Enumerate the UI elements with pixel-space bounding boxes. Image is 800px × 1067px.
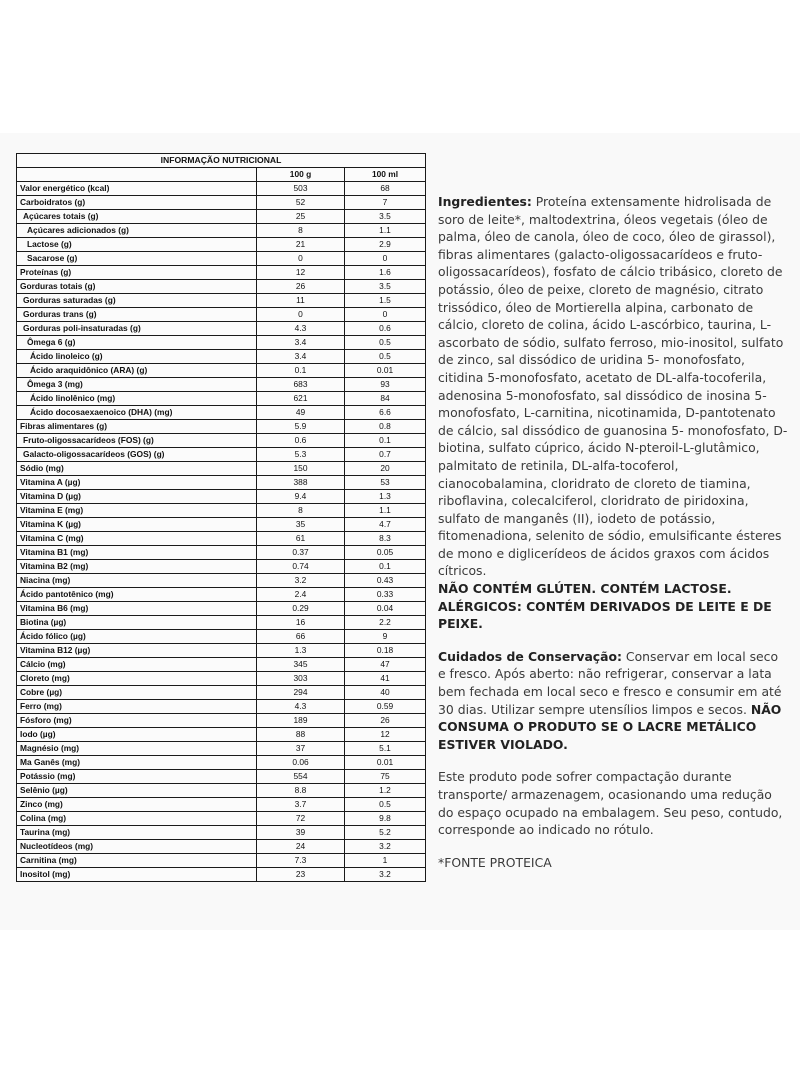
value-100g: 21 (257, 238, 345, 252)
nutrient-label: Ácido linoleico (g) (17, 350, 257, 364)
nutrition-row (17, 378, 426, 392)
nutrition-row (17, 210, 426, 224)
value-100ml: 1.1 (345, 224, 426, 238)
value-100g: 4.3 (257, 700, 345, 714)
nutrient-label: Ácido fólico (µg) (17, 630, 257, 644)
value-100g: 0.37 (257, 546, 345, 560)
nutrition-row (17, 420, 426, 434)
protein-source-footnote: *FONTE PROTEICA (438, 854, 552, 870)
nutrition-row (17, 476, 426, 490)
nutrition-row (17, 616, 426, 630)
nutrition-row (17, 448, 426, 462)
nutrient-label: Carnitina (mg) (17, 854, 257, 868)
nutrition-row (17, 364, 426, 378)
nutrition-row (17, 322, 426, 336)
value-100g: 61 (257, 532, 345, 546)
value-100g: 303 (257, 672, 345, 686)
nutrient-label: Vitamina B12 (µg) (17, 644, 257, 658)
nutrient-label: Vitamina B6 (mg) (17, 602, 257, 616)
value-100ml: 0.6 (345, 322, 426, 336)
value-100g: 37 (257, 742, 345, 756)
nutrition-row (17, 546, 426, 560)
nutrient-label: Selênio (µg) (17, 784, 257, 798)
value-100ml: 0.01 (345, 756, 426, 770)
value-100ml: 4.7 (345, 518, 426, 532)
value-100ml: 75 (345, 770, 426, 784)
value-100ml: 26 (345, 714, 426, 728)
value-100ml: 3.5 (345, 280, 426, 294)
value-100ml: 0 (345, 308, 426, 322)
value-100ml: 5.2 (345, 826, 426, 840)
value-100ml: 2.9 (345, 238, 426, 252)
ingredients-heading: Ingredientes: (438, 194, 532, 209)
value-100g: 554 (257, 770, 345, 784)
nutrient-label: Zinco (mg) (17, 798, 257, 812)
value-100g: 0.74 (257, 560, 345, 574)
value-100g: 25 (257, 210, 345, 224)
value-100ml: 40 (345, 686, 426, 700)
nutrient-label: Ácido docosaexaenoico (DHA) (mg) (17, 406, 257, 420)
nutrient-label: Ômega 3 (mg) (17, 378, 257, 392)
nutrient-label: Fruto-oligossacarídeos (FOS) (g) (17, 434, 257, 448)
nutrition-row (17, 308, 426, 322)
nutrition-row (17, 238, 426, 252)
nutrient-label: Gorduras poli-insaturadas (g) (17, 322, 257, 336)
storage-heading: Cuidados de Conservação: (438, 648, 622, 664)
nutrition-row (17, 658, 426, 672)
nutrient-label: Ácido araquidônico (ARA) (g) (17, 364, 257, 378)
nutrition-row (17, 756, 426, 770)
value-100g: 7.3 (257, 854, 345, 868)
value-100ml: 53 (345, 476, 426, 490)
value-100g: 0 (257, 308, 345, 322)
value-100g: 683 (257, 378, 345, 392)
nutrient-label: Gorduras totais (g) (17, 280, 257, 294)
compaction-note: Este produto pode sofrer compactação durante transporte/ armazenagem, ocasionando uma redução do espaço ocupado na embalagem. Seu peso, contudo, corresponde ao indicado no rótulo. (438, 769, 783, 838)
nutrition-row (17, 728, 426, 742)
value-100ml: 0.7 (345, 448, 426, 462)
value-100ml: 3.5 (345, 210, 426, 224)
value-100g: 11 (257, 294, 345, 308)
nutrient-label: Ômega 6 (g) (17, 336, 257, 350)
nutrition-row (17, 588, 426, 602)
value-100ml: 1.3 (345, 490, 426, 504)
ingredients-text: Proteína extensamente hidrolisada de soro de leite*, maltodextrina, óleos vegetais (óleo de palma, óleo de canola, óleo de coco, óleo de girassol), fibras alimentares (galacto-oligossacarídeos e fruto-oligossacarídeos), fosfato de cálcio tribásico, cloreto de potássio, óleo de peixe, cloreto de magnésio, citrato trissódico, óleo de Mortierella alpina, carbonato de cálcio, cloreto de colina, ácido L-ascórbico, taurina, L-ascorbato de sódio, sulfato ferroso, mio-inositol, sulfato de zinco, sal dissódico de uridina 5- monofosfato, citidina 5-monofosfato, acetato de DL-alfa-tocoferila, adenosina 5-monofosfato, sal dissódico de inosina 5-monofosfato, L-carnitina, nicotinamida, D-pantotenato de cálcio, sal dissódico de guanosina 5- monofosfato, D-biotina, sulfato cúprico, ácido N-pteroil-L-glutâmico, palmitato de retinila, DL-alfa-tocoferol, cianocobalamina, cloridrato de cloreto de tiamina, riboflavina, colecalciferol, cloridrato de piridoxina, sulfato de manganês (II), iodeto de potássio, fitomenadiona, selenito de sódio, emulsificante ésteres de mono e diglicerídeos de ácidos graxos com ácidos cítricos. (438, 194, 788, 579)
value-100ml: 3.2 (345, 868, 426, 882)
nutrition-row (17, 518, 426, 532)
value-100g: 621 (257, 392, 345, 406)
nutrient-label: Vitamina C (mg) (17, 532, 257, 546)
nutrition-row (17, 714, 426, 728)
nutrient-label: Iodo (µg) (17, 728, 257, 742)
nutrient-label: Potássio (mg) (17, 770, 257, 784)
value-100g: 2.4 (257, 588, 345, 602)
value-100g: 8 (257, 504, 345, 518)
nutrient-label: Gorduras trans (g) (17, 308, 257, 322)
value-100ml: 20 (345, 462, 426, 476)
nutrition-row (17, 686, 426, 700)
nutrient-label: Sacarose (g) (17, 252, 257, 266)
value-100g: 66 (257, 630, 345, 644)
nutrition-row (17, 868, 426, 882)
value-100g: 294 (257, 686, 345, 700)
value-100g: 189 (257, 714, 345, 728)
header-100g: 100 g (257, 168, 345, 182)
nutrition-row (17, 602, 426, 616)
value-100g: 0.1 (257, 364, 345, 378)
nutrition-row (17, 224, 426, 238)
header-100ml: 100 ml (345, 168, 426, 182)
nutrition-row (17, 700, 426, 714)
nutrient-label: Açúcares adicionados (g) (17, 224, 257, 238)
value-100g: 9.4 (257, 490, 345, 504)
value-100ml: 0.8 (345, 420, 426, 434)
nutrient-label: Vitamina D (µg) (17, 490, 257, 504)
nutrition-row (17, 574, 426, 588)
nutrition-row (17, 560, 426, 574)
nutrition-row (17, 784, 426, 798)
nutrition-rows (17, 182, 426, 882)
value-100ml: 9 (345, 630, 426, 644)
nutrient-label: Açúcares totais (g) (17, 210, 257, 224)
nutrition-row (17, 280, 426, 294)
nutrition-row (17, 350, 426, 364)
value-100ml: 47 (345, 658, 426, 672)
value-100ml: 3.2 (345, 840, 426, 854)
value-100g: 0 (257, 252, 345, 266)
value-100ml: 0.5 (345, 336, 426, 350)
nutrition-row (17, 644, 426, 658)
value-100g: 4.3 (257, 322, 345, 336)
value-100ml: 1.1 (345, 504, 426, 518)
nutrient-label: Vitamina B1 (mg) (17, 546, 257, 560)
value-100g: 0.6 (257, 434, 345, 448)
storage-text: Conservar em local seco e fresco. Após aberto: não refrigerar, conservar a lata bem fechada em local seco e fresco e consumir em até 30 dias. Utilizar sempre utensílios limpos e secos. (438, 648, 782, 717)
nutrient-label: Proteínas (g) (17, 266, 257, 280)
nutrition-row (17, 392, 426, 406)
nutrient-label: Valor energético (kcal) (17, 182, 257, 196)
value-100ml: 1 (345, 854, 426, 868)
nutrition-row (17, 504, 426, 518)
nutrient-label: Colina (mg) (17, 812, 257, 826)
value-100ml: 68 (345, 182, 426, 196)
nutrient-label: Inositol (mg) (17, 868, 257, 882)
value-100ml: 5.1 (345, 742, 426, 756)
nutrition-row (17, 630, 426, 644)
value-100ml: 1.2 (345, 784, 426, 798)
value-100ml: 8.3 (345, 532, 426, 546)
nutrient-label: Ácido pantotênico (mg) (17, 588, 257, 602)
nutrient-label: Magnésio (mg) (17, 742, 257, 756)
nutrition-table-title: INFORMAÇÃO NUTRICIONAL (17, 154, 426, 168)
nutrient-label: Vitamina B2 (mg) (17, 560, 257, 574)
nutrition-row (17, 672, 426, 686)
ingredients-column (438, 193, 788, 871)
value-100g: 23 (257, 868, 345, 882)
nutrition-row (17, 462, 426, 476)
value-100ml: 7 (345, 196, 426, 210)
value-100ml: 0 (345, 252, 426, 266)
nutrient-label: Cálcio (mg) (17, 658, 257, 672)
value-100g: 24 (257, 840, 345, 854)
nutrient-label: Fibras alimentares (g) (17, 420, 257, 434)
value-100ml: 0.33 (345, 588, 426, 602)
value-100g: 3.7 (257, 798, 345, 812)
value-100g: 0.06 (257, 756, 345, 770)
seal-warning: NÃO CONSUMA O PRODUTO SE O LACRE METÁLICO ESTIVER VIOLADO. (438, 701, 782, 752)
value-100ml: 0.01 (345, 364, 426, 378)
value-100g: 72 (257, 812, 345, 826)
nutrient-label: Cobre (µg) (17, 686, 257, 700)
nutrition-row (17, 434, 426, 448)
nutrition-table (16, 153, 426, 882)
value-100g: 3.2 (257, 574, 345, 588)
value-100g: 88 (257, 728, 345, 742)
nutrition-row (17, 182, 426, 196)
nutrient-label: Biotina (µg) (17, 616, 257, 630)
value-100ml: 0.04 (345, 602, 426, 616)
nutrition-row (17, 742, 426, 756)
storage-paragraph (438, 648, 788, 754)
nutrient-label: Ferro (mg) (17, 700, 257, 714)
value-100ml: 0.1 (345, 434, 426, 448)
value-100ml: 0.1 (345, 560, 426, 574)
value-100g: 35 (257, 518, 345, 532)
value-100ml: 2.2 (345, 616, 426, 630)
nutrition-row (17, 490, 426, 504)
value-100g: 39 (257, 826, 345, 840)
nutrient-label: Vitamina K (µg) (17, 518, 257, 532)
nutrient-label: Taurina (mg) (17, 826, 257, 840)
value-100g: 49 (257, 406, 345, 420)
nutrient-label: Fósforo (mg) (17, 714, 257, 728)
nutrient-label: Vitamina A (µg) (17, 476, 257, 490)
value-100g: 150 (257, 462, 345, 476)
value-100g: 12 (257, 266, 345, 280)
value-100g: 503 (257, 182, 345, 196)
nutrition-row (17, 266, 426, 280)
value-100ml: 1.6 (345, 266, 426, 280)
value-100g: 8 (257, 224, 345, 238)
value-100ml: 0.43 (345, 574, 426, 588)
nutrient-label: Ácido linolênico (mg) (17, 392, 257, 406)
nutrient-label: Niacina (mg) (17, 574, 257, 588)
value-100g: 8.8 (257, 784, 345, 798)
value-100ml: 0.5 (345, 798, 426, 812)
nutrition-row (17, 196, 426, 210)
value-100ml: 84 (345, 392, 426, 406)
value-100g: 26 (257, 280, 345, 294)
value-100ml: 1.5 (345, 294, 426, 308)
nutrition-row (17, 840, 426, 854)
nutrition-row (17, 826, 426, 840)
nutrition-row (17, 336, 426, 350)
nutrition-row (17, 798, 426, 812)
nutrition-row (17, 294, 426, 308)
value-100g: 0.29 (257, 602, 345, 616)
ingredients-paragraph (438, 193, 788, 580)
nutrition-row (17, 406, 426, 420)
nutrient-label: Ma Ganês (mg) (17, 756, 257, 770)
nutrition-row (17, 252, 426, 266)
value-100ml: 9.8 (345, 812, 426, 826)
value-100g: 16 (257, 616, 345, 630)
value-100g: 52 (257, 196, 345, 210)
value-100g: 1.3 (257, 644, 345, 658)
nutrient-label: Galacto-oligossacarídeos (GOS) (g) (17, 448, 257, 462)
value-100g: 388 (257, 476, 345, 490)
value-100ml: 93 (345, 378, 426, 392)
nutrition-row (17, 812, 426, 826)
allergen-warning: NÃO CONTÉM GLÚTEN. CONTÉM LACTOSE. ALÉRGICOS: CONTÉM DERIVADOS DE LEITE E DE PEIXE. (438, 581, 772, 632)
value-100ml: 6.6 (345, 406, 426, 420)
value-100ml: 0.18 (345, 644, 426, 658)
nutrient-label: Cloreto (mg) (17, 672, 257, 686)
nutrient-label: Vitamina E (mg) (17, 504, 257, 518)
nutrient-label: Nucleotídeos (mg) (17, 840, 257, 854)
value-100g: 5.9 (257, 420, 345, 434)
nutrition-row (17, 532, 426, 546)
value-100ml: 41 (345, 672, 426, 686)
value-100g: 5.3 (257, 448, 345, 462)
header-blank (17, 168, 257, 182)
nutrient-label: Sódio (mg) (17, 462, 257, 476)
value-100g: 3.4 (257, 336, 345, 350)
value-100g: 3.4 (257, 350, 345, 364)
value-100ml: 0.5 (345, 350, 426, 364)
value-100ml: 0.59 (345, 700, 426, 714)
value-100ml: 0.05 (345, 546, 426, 560)
nutrient-label: Lactose (g) (17, 238, 257, 252)
nutrition-row (17, 854, 426, 868)
nutrition-row (17, 770, 426, 784)
value-100ml: 12 (345, 728, 426, 742)
nutrient-label: Carboidratos (g) (17, 196, 257, 210)
value-100g: 345 (257, 658, 345, 672)
nutrient-label: Gorduras saturadas (g) (17, 294, 257, 308)
